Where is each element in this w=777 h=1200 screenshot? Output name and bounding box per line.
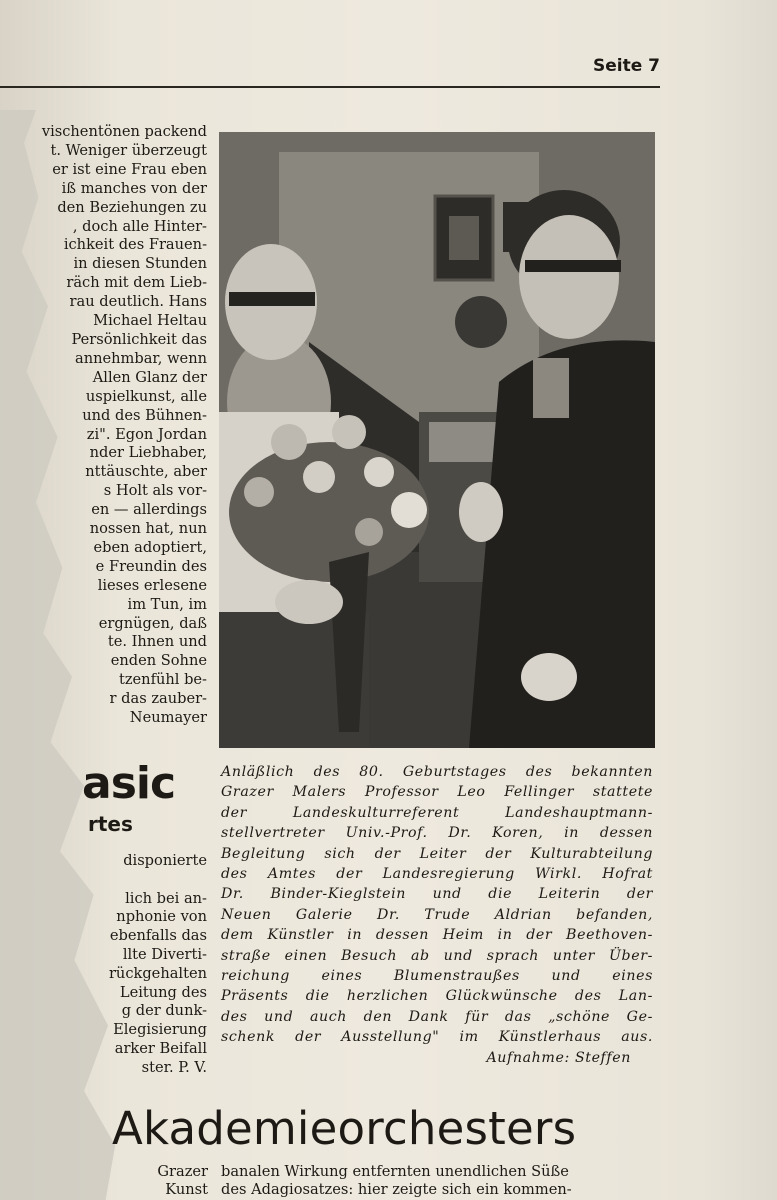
text-line: g der dunk- [121, 1002, 207, 1020]
caption-line: Neuen Galerie Dr. Trude Aldrian befanden, [221, 906, 653, 923]
text-line: vischentönen packend [41, 123, 207, 140]
text-line: r das zauber- [109, 690, 207, 708]
text-line: nossen hat, nun [89, 520, 207, 538]
caption-line: dem Künstler in dessen Heim in der Beethoven- [221, 927, 653, 944]
text-line [60, 871, 207, 890]
caption-line: straße einen Besuch ab und sprach unter Über- [221, 947, 653, 964]
akademieorchesters-headline: Akademieorchesters [112, 1102, 577, 1155]
text-line: ichkeit des Frauen- [63, 236, 207, 254]
photo-credit: Aufnahme: Steffen [486, 1049, 631, 1066]
text-line: enden Sohne [110, 652, 207, 670]
text-line: tzenfühl be- [118, 671, 207, 689]
caption-line: Präsents die herzlichen Glückwünsche des Lan- [221, 988, 653, 1005]
text-line: Elegisierung [113, 1021, 207, 1039]
caption-line: schenk der Ausstellung" im Künstlerhaus aus. [221, 1029, 653, 1046]
text-line: Allen Glanz der [92, 368, 207, 386]
text-line: ergnügen, daß [98, 614, 207, 632]
photo-caption [221, 762, 653, 1068]
text-line: im Tun, im [127, 595, 207, 613]
caption-line: Grazer Malers Professor Leo Fellinger stattete [221, 784, 653, 801]
text-line: lich bei an- [125, 889, 207, 907]
text-line: e Freundin des [95, 557, 207, 575]
text-line: Leitung des [119, 983, 207, 1001]
caption-line: Anläßlich des 80. Geburtstages des bekannten [221, 764, 653, 780]
text-line: den Beziehungen zu [57, 198, 207, 216]
caption-line: Begleitung sich der Leiter der Kulturabteilung [221, 845, 653, 862]
photo [219, 132, 655, 748]
text-line: des Adagiosatzes: hier zeigte sich ein kommen- [221, 1181, 572, 1198]
text-line: in diesen Stunden [73, 255, 207, 273]
page-header [0, 56, 660, 88]
text-line: arker Beifall [114, 1039, 207, 1057]
text-line: iß manches von der [61, 179, 207, 197]
text-line: en — allerdings [91, 501, 207, 519]
text-line: , doch alle Hinter- [72, 217, 207, 235]
text-line: t. Weniger überzeugt [50, 141, 207, 159]
caption-line: des Amtes der Landesregierung Wirkl. Hofrat [221, 866, 653, 883]
caption-line: der Landeskulturreferent Landeshauptmann- [221, 804, 653, 821]
caption-line: stellvertreter Univ.-Prof. Dr. Koren, in dessen [221, 825, 653, 842]
text-line: räch mit dem Lieb- [66, 274, 207, 292]
second-article-text [60, 852, 207, 1078]
text-line: llte Diverti- [122, 945, 207, 963]
text-line: zi". Egon Jordan [86, 425, 207, 443]
text-line: und des Bühnen- [82, 406, 207, 424]
text-line: ebenfalls das [109, 927, 207, 945]
caption-line: des und auch den Dank für das „schöne Ge- [221, 1008, 653, 1025]
text-line: Neumayer [129, 709, 207, 727]
text-line: nttäuschte, aber [85, 463, 207, 481]
text-line: ster. P. V. [141, 1058, 207, 1076]
caption-line: Dr. Binder-Kieglstein und die Leiterin der [221, 886, 653, 903]
text-line: Kunst [165, 1181, 208, 1198]
page-number: Seite 7 [592, 56, 660, 76]
text-line: annehmbar, wenn [75, 349, 207, 367]
text-line: Grazer [157, 1163, 208, 1180]
text-line: er ist eine Frau eben [52, 160, 207, 178]
left-column-text [8, 123, 207, 728]
text-line: eben adoptiert, [93, 538, 207, 556]
text-line: nphonie von [116, 908, 207, 926]
text-line: uspielkunst, alle [85, 387, 207, 405]
text-line: Michael Heltau [93, 312, 207, 330]
third-article-left-text [100, 1163, 208, 1199]
caption-line: reichung eines Blumenstraußes und eines [221, 968, 653, 985]
text-line: s Holt als vor- [103, 482, 207, 500]
text-line: rau deutlich. Hans [69, 293, 207, 311]
text-line: banalen Wirkung entfernten unendlichen Süße [221, 1163, 569, 1180]
text-line: nder Liebhaber, [89, 444, 207, 462]
article-headline-fragment: asic [82, 758, 176, 809]
article-subheadline-fragment: rtes [88, 812, 133, 836]
text-line: Persönlichkeit das [71, 330, 207, 348]
third-article-right-text [221, 1163, 649, 1199]
text-line: lieses erlesene [97, 576, 207, 594]
text-line: te. Ihnen und [107, 633, 207, 651]
text-line: rückgehalten [108, 964, 207, 982]
text-line: disponierte [123, 852, 207, 869]
